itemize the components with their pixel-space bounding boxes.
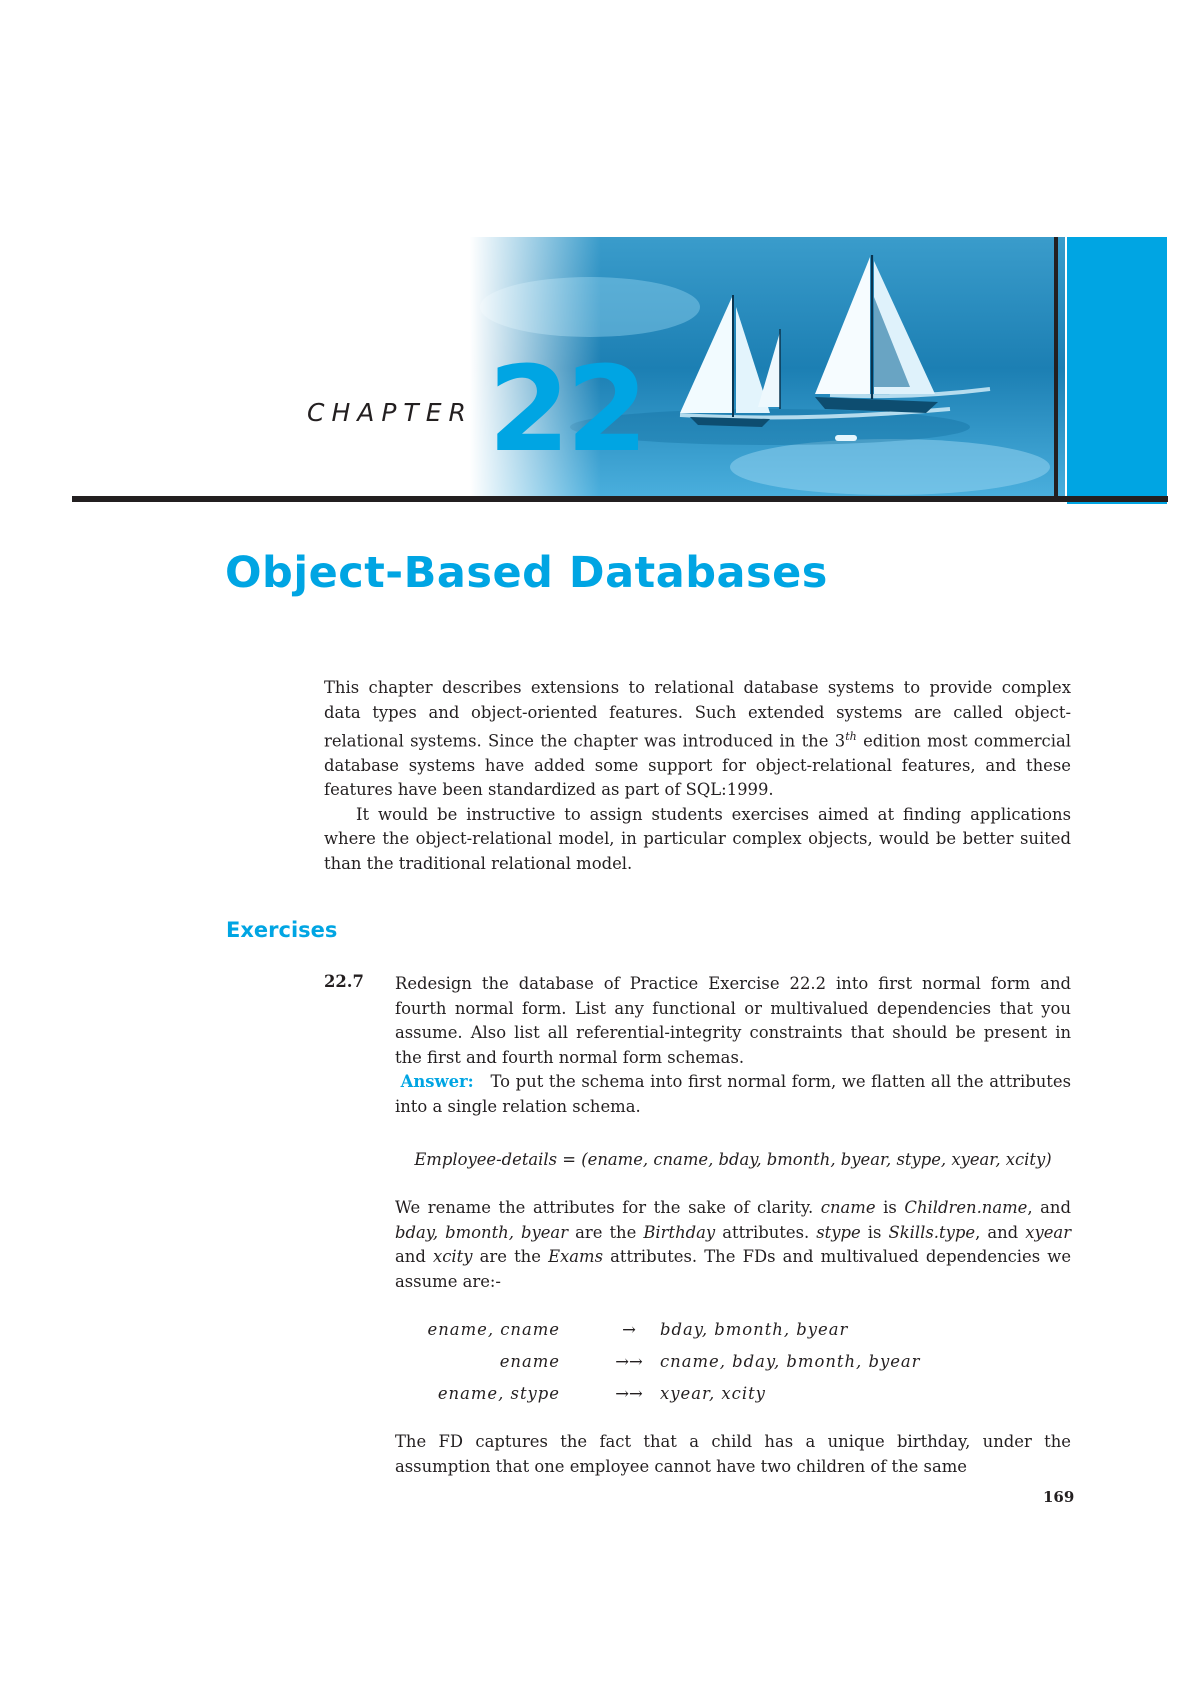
answer-text: To put the schema into first normal form, we flatten all the attributes into a single relation schema. <box>395 1072 1071 1116</box>
attr-name: xcity <box>432 1247 473 1266</box>
rename-paragraph <box>395 1196 1071 1294</box>
dependency-lhs: ename, cname <box>427 1320 560 1339</box>
dependency-lhs: ename <box>499 1352 560 1371</box>
chapter-number: 22 <box>488 340 645 478</box>
attr-name: Skills.type <box>888 1222 976 1242</box>
mvd-arrow: →→ <box>615 1384 643 1403</box>
text: attributes. The FDs and multivalued dependencies we assume are:- <box>395 1247 1072 1291</box>
fd-explanation <box>395 1430 1071 1479</box>
chapter-intro <box>324 676 1071 876</box>
answer-label: Answer: <box>400 1072 474 1091</box>
schema-equation: Employee-details = (ename, cname, bday, bmonth, byear, stype, xyear, xcity) <box>414 1150 1052 1169</box>
text: , and <box>975 1222 1026 1242</box>
dependency-rhs: cname, bday, bmonth, byear <box>660 1352 921 1371</box>
header-rule <box>72 496 1168 502</box>
attr-name: bday, bmonth, byear <box>395 1222 569 1242</box>
chapter-title: Object-Based Databases <box>225 548 828 598</box>
intro-paragraph-2: It would be instructive to assign students exercises aimed at finding applications where the object-relational model, in particular complex objects, would be better suited than the traditional relational model. <box>324 804 1071 873</box>
text: is <box>875 1198 905 1217</box>
intro-text: edition most commercial database systems have added some support for object-relational features, and these features have been standardized as part of SQL:1999. <box>324 731 1071 800</box>
chapter-label: CHAPTER <box>307 398 473 427</box>
header-accent-block <box>1067 237 1167 504</box>
text: attributes. <box>715 1222 817 1242</box>
exercise-question: Redesign the database of Practice Exercise 22.2 into first normal form and fourth normal form. List any functional or multivalued dependencies that you assume. Also list all referential-integrity constraints that should be present in the first and fourth normal form schemas. <box>395 974 1071 1067</box>
text: are the <box>568 1222 644 1242</box>
attr-name: Children.name <box>904 1198 1028 1217</box>
text: , and <box>1027 1198 1071 1217</box>
text: are the <box>472 1247 549 1266</box>
fd-arrow: → <box>622 1320 636 1339</box>
exercise-body <box>395 972 1071 1119</box>
header-divider-vertical <box>1054 237 1058 502</box>
attr-name: Exams <box>548 1247 603 1266</box>
dependency-rhs: xyear, xcity <box>660 1384 766 1403</box>
ordinal-superscript: th <box>845 730 857 743</box>
attr-name: stype <box>816 1222 861 1242</box>
fd-text: The FD captures the fact that a child has a unique birthday, under the assumption that one employee cannot have two children of the same <box>395 1432 1071 1476</box>
exercise-number: 22.7 <box>324 972 364 991</box>
intro-text: This chapter describes extensions to relational database systems to provide complex data types and object-oriented features. Such extended systems are called object-relational systems. Since the chapter was introduced in the 3 <box>324 678 1071 751</box>
text: We rename the attributes for the sake of clarity. <box>395 1198 821 1217</box>
text: and <box>395 1247 433 1266</box>
attr-name: Birthday <box>643 1222 716 1242</box>
dependency-lhs: ename, stype <box>437 1384 560 1403</box>
page-number: 169 <box>1043 1488 1075 1506</box>
intro-paragraph-1 <box>324 676 1071 803</box>
attr-name: cname <box>820 1198 876 1217</box>
rename-text <box>395 1196 1071 1294</box>
section-heading-exercises: Exercises <box>226 918 338 942</box>
mvd-arrow: →→ <box>615 1352 643 1371</box>
dependency-rhs: bday, bmonth, byear <box>660 1320 849 1339</box>
attr-name: xyear <box>1025 1222 1072 1242</box>
text: is <box>860 1222 889 1242</box>
exercise-answer <box>395 1070 1071 1119</box>
